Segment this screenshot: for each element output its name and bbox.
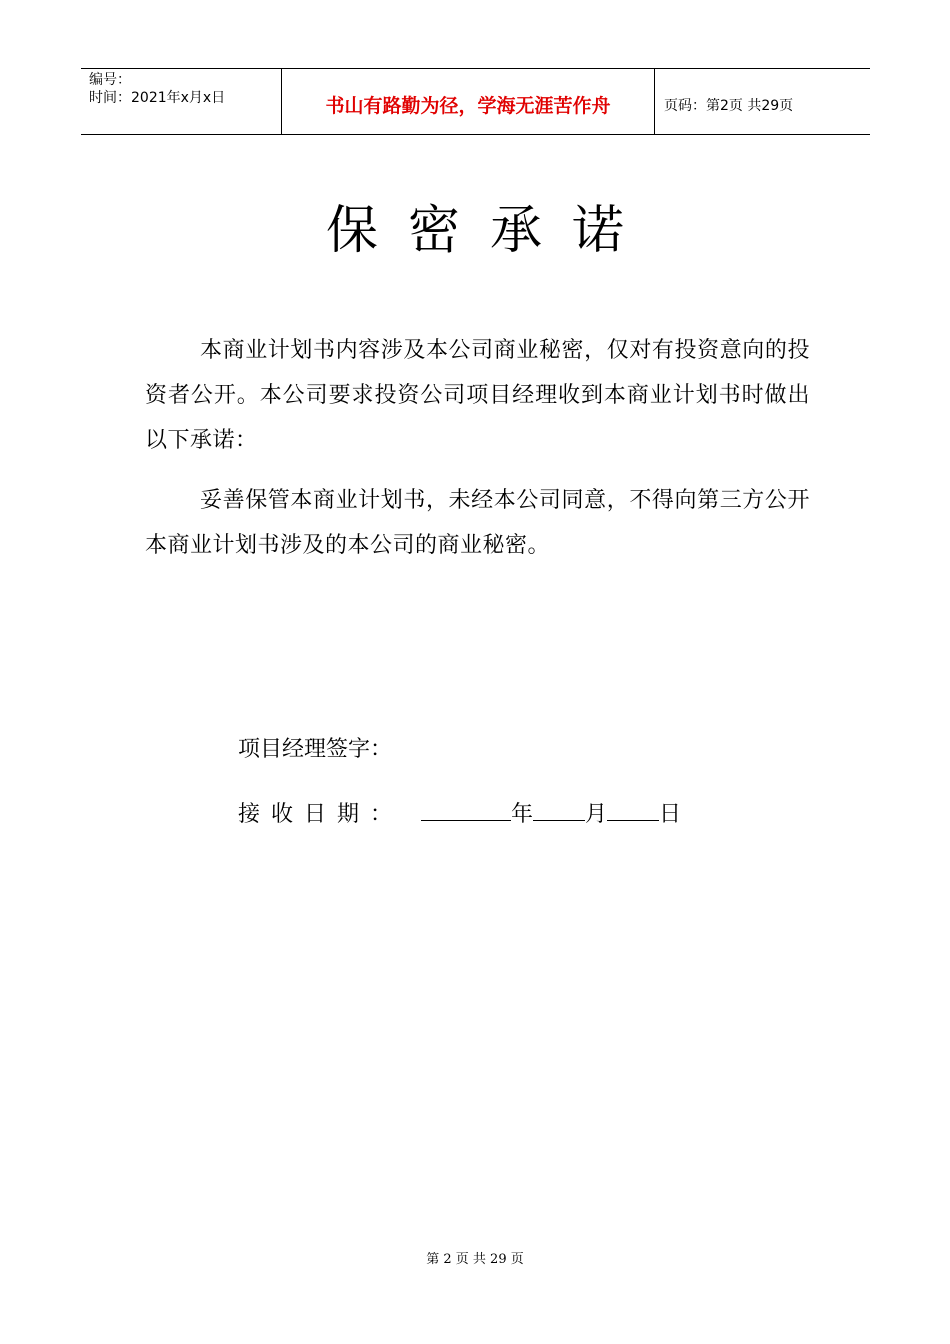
receipt-date-row — [238, 792, 681, 837]
page-title: 保密承诺 — [325, 201, 654, 261]
header-motto: 书山有路勤为径，学海无涯苦作舟 — [282, 69, 655, 134]
page-footer: 第 2 页 共 29 页 — [426, 1252, 524, 1267]
document-time-label: 时间：2021年x月x日 — [89, 90, 226, 106]
day-blank — [607, 794, 659, 821]
receipt-date-label: 接收日期： — [238, 802, 404, 827]
day-unit: 日 — [659, 802, 682, 827]
commitment-paragraph-2: 妥善保管本商业计划书，未经本公司同意，不得向第三方公开本商业计划书涉及的本公司的商业秘密。 — [145, 488, 810, 558]
month-blank — [533, 794, 585, 821]
document-header — [81, 68, 870, 135]
document-number-label: 编号： — [89, 72, 131, 88]
commitment-paragraph-1: 本商业计划书内容涉及本公司商业秘密，仅对有投资意向的投资者公开。本公司要求投资公司项目经理收到本商业计划书时做出以下承诺： — [145, 338, 810, 453]
year-blank — [421, 794, 511, 821]
year-unit: 年 — [511, 802, 534, 827]
month-unit: 月 — [585, 802, 608, 827]
header-meta-cell — [81, 69, 282, 134]
header-page-info: 页码：第2页 共29页 — [664, 97, 794, 114]
signer-label: 项目经理签字： — [238, 737, 393, 762]
